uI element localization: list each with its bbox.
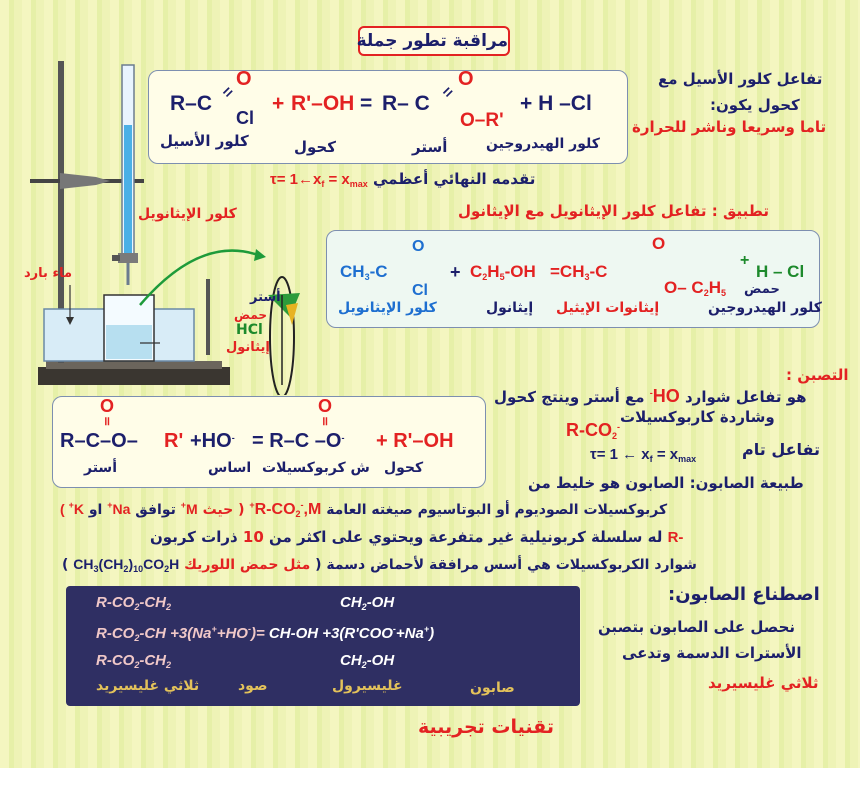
make-heading: اصطناع الصابون: [668,584,820,605]
syn-name-soap: صابون [470,680,515,696]
app-name-hcl: كلور الهيدروجين [708,300,822,316]
sap-r1: R' [164,430,184,452]
acyl-line2: كحول يكون: [710,96,800,114]
syn-row1-right: $CH_2-OH$ [340,594,395,612]
eq-plus-hcl: + H –Cl [520,92,592,115]
saponif-heading: التصبن : [786,366,849,384]
sap-plus: +HO- [190,430,235,452]
sap-eq: = R–C –O- [252,430,345,452]
acyl-line3: تاما وسريعا وناشر للحرارة [632,118,827,136]
syn-row3-right: $CH_2-OH$ [340,652,395,670]
app-hcl-acid: حمض [744,282,780,297]
apparatus-drawing [0,55,330,395]
application-title: تطبيق : تفاعل كلور الإيثانويل مع الإيثانول [458,202,769,220]
saponif-line1: هو تفاعل شوارد HO- مع أستر وينتج كحول [494,386,807,406]
syn-row1-left: $R-CO_2-CH_2$ [96,594,172,612]
apparatus-ester-label: أستر [250,290,281,305]
stand-base [38,367,230,385]
apparatus-hcl-label: HCl [236,322,263,338]
app-plus: + [450,262,461,282]
eq-r-c: R–C [170,92,213,115]
acyl-line1: تفاعل كلور الأسيل مع [658,70,823,88]
app-o1: O [412,238,425,255]
eq-cl: Cl [236,108,254,128]
sap-r1oh: + R'–OH [376,430,454,452]
app-oc2h5: O– $C_2H_5$ [664,278,726,298]
app-name-chloride: كلور الإيثانويل [338,300,437,316]
app-ch3c: $CH_3-C$ [340,262,388,282]
eq-dbl2: = [439,83,458,102]
make-line2: الأسترات الدسمة وتدعى [622,644,802,662]
make-line1: نحصل على الصابون بتصبن [598,618,796,636]
sap-o2: O [318,396,333,416]
saponif-tau: τ= 1 ← $x_f = x_{max}$ [590,446,697,464]
app-cl1: Cl [412,282,428,299]
page-title: مراقبة تطور جملة [358,26,510,56]
app-plus2: + [740,252,750,269]
advance-text: تقدمه النهائي أعظمي [373,170,536,188]
syn-row3-left: $R-CO_2-CH_2$ [96,652,172,670]
saponif-carboxylate: $R-CO_2^-$ [566,420,621,441]
saponif-line3: تفاعل تام [742,440,821,459]
sap-dbl2: ॥ [321,414,329,428]
sap-name-alcohol: كحول [384,460,424,476]
acyl-name-chloride: كلور الأسيل [160,132,249,150]
eq-eq: = [360,92,373,115]
app-name-ethanol: إيثانول [486,300,534,316]
green-arrow [140,251,258,305]
soap-line1: طبيعة الصابون: الصابون هو خليط من [528,474,804,492]
apparatus-chloride-label: كلور الإيثانويل [138,206,237,222]
app-hcl: H – Cl [756,262,805,281]
eq-or1: O–R' [460,110,504,131]
eq-o-top: O [236,68,252,90]
app-eq: $=CH_3-C$ [550,262,608,282]
sap-rco: R–C–O– [60,430,138,452]
app-o2: O [652,234,666,253]
eq-r1oh: R'–OH [291,92,355,115]
make-line3: ثلاثي غليسيريد [708,674,819,692]
syn-row2: $R-CO_2-CH +3(Na^++HO^-)= CH-OH +3(R'COO^-+Na^+)$ [96,624,435,643]
sap-dbl1: ॥ [103,414,111,428]
syn-name-triglyceride: ثلاثي غليسيريد [96,678,200,694]
acyl-name-ester: أستر [412,138,448,156]
soap-line3: -R له سلسلة كربونيلية غير متفرعة ويحتوي على اكثر من 10 ذرات كربون [150,528,684,546]
syn-name-glycerol: غليسيرول [332,678,403,694]
saponif-line2: وشاردة كاربوكسيلات [620,408,775,426]
bottom-strip [0,768,860,808]
app-name-ester: إيثانوات الإيثيل [556,300,660,316]
soap-line2: كربوكسيلات الصوديوم أو البوتاسيوم صيغته العامة $R-CO_2^-,M^+$ ( حيث M+ توافق Na+ او K+ ) [60,500,668,519]
eq-dbl: = [219,83,238,102]
eq-o-top2: O [458,68,474,90]
eq-r-c2: R– C [382,92,430,115]
soap-line4: شوارد الكربوكسيلات هي أسس مرافقة لأحماض دسمة ( مثل حمض اللوريك $CH_3(CH_2)_{10}CO_2H$ ) [62,556,697,574]
sap-o1: O [100,396,115,416]
app-ethanol: $C_2H_5-OH$ [470,262,536,282]
acyl-name-hcl: كلور الهيدروجين [486,136,600,152]
footer-title: تقنيات تجريبية [418,716,554,738]
tau-equation: $\tau= 1\leftarrow x_f = x_{max}$ [270,171,368,189]
sap-name-ester: أستر [84,460,117,476]
apparatus-acid-label: حمض [234,308,268,322]
apparatus-water-label: ماء بارد [24,266,73,281]
syn-name-soda: صود [238,678,268,694]
apparatus-ethanol-label: إيثانول [226,340,270,355]
acyl-name-alcohol: كحول [294,138,336,156]
sap-name-base: اساس [208,460,252,476]
eq-plus1: + [272,92,285,115]
sap-name-carboxylate: ش كربوكسيلات [262,460,370,476]
